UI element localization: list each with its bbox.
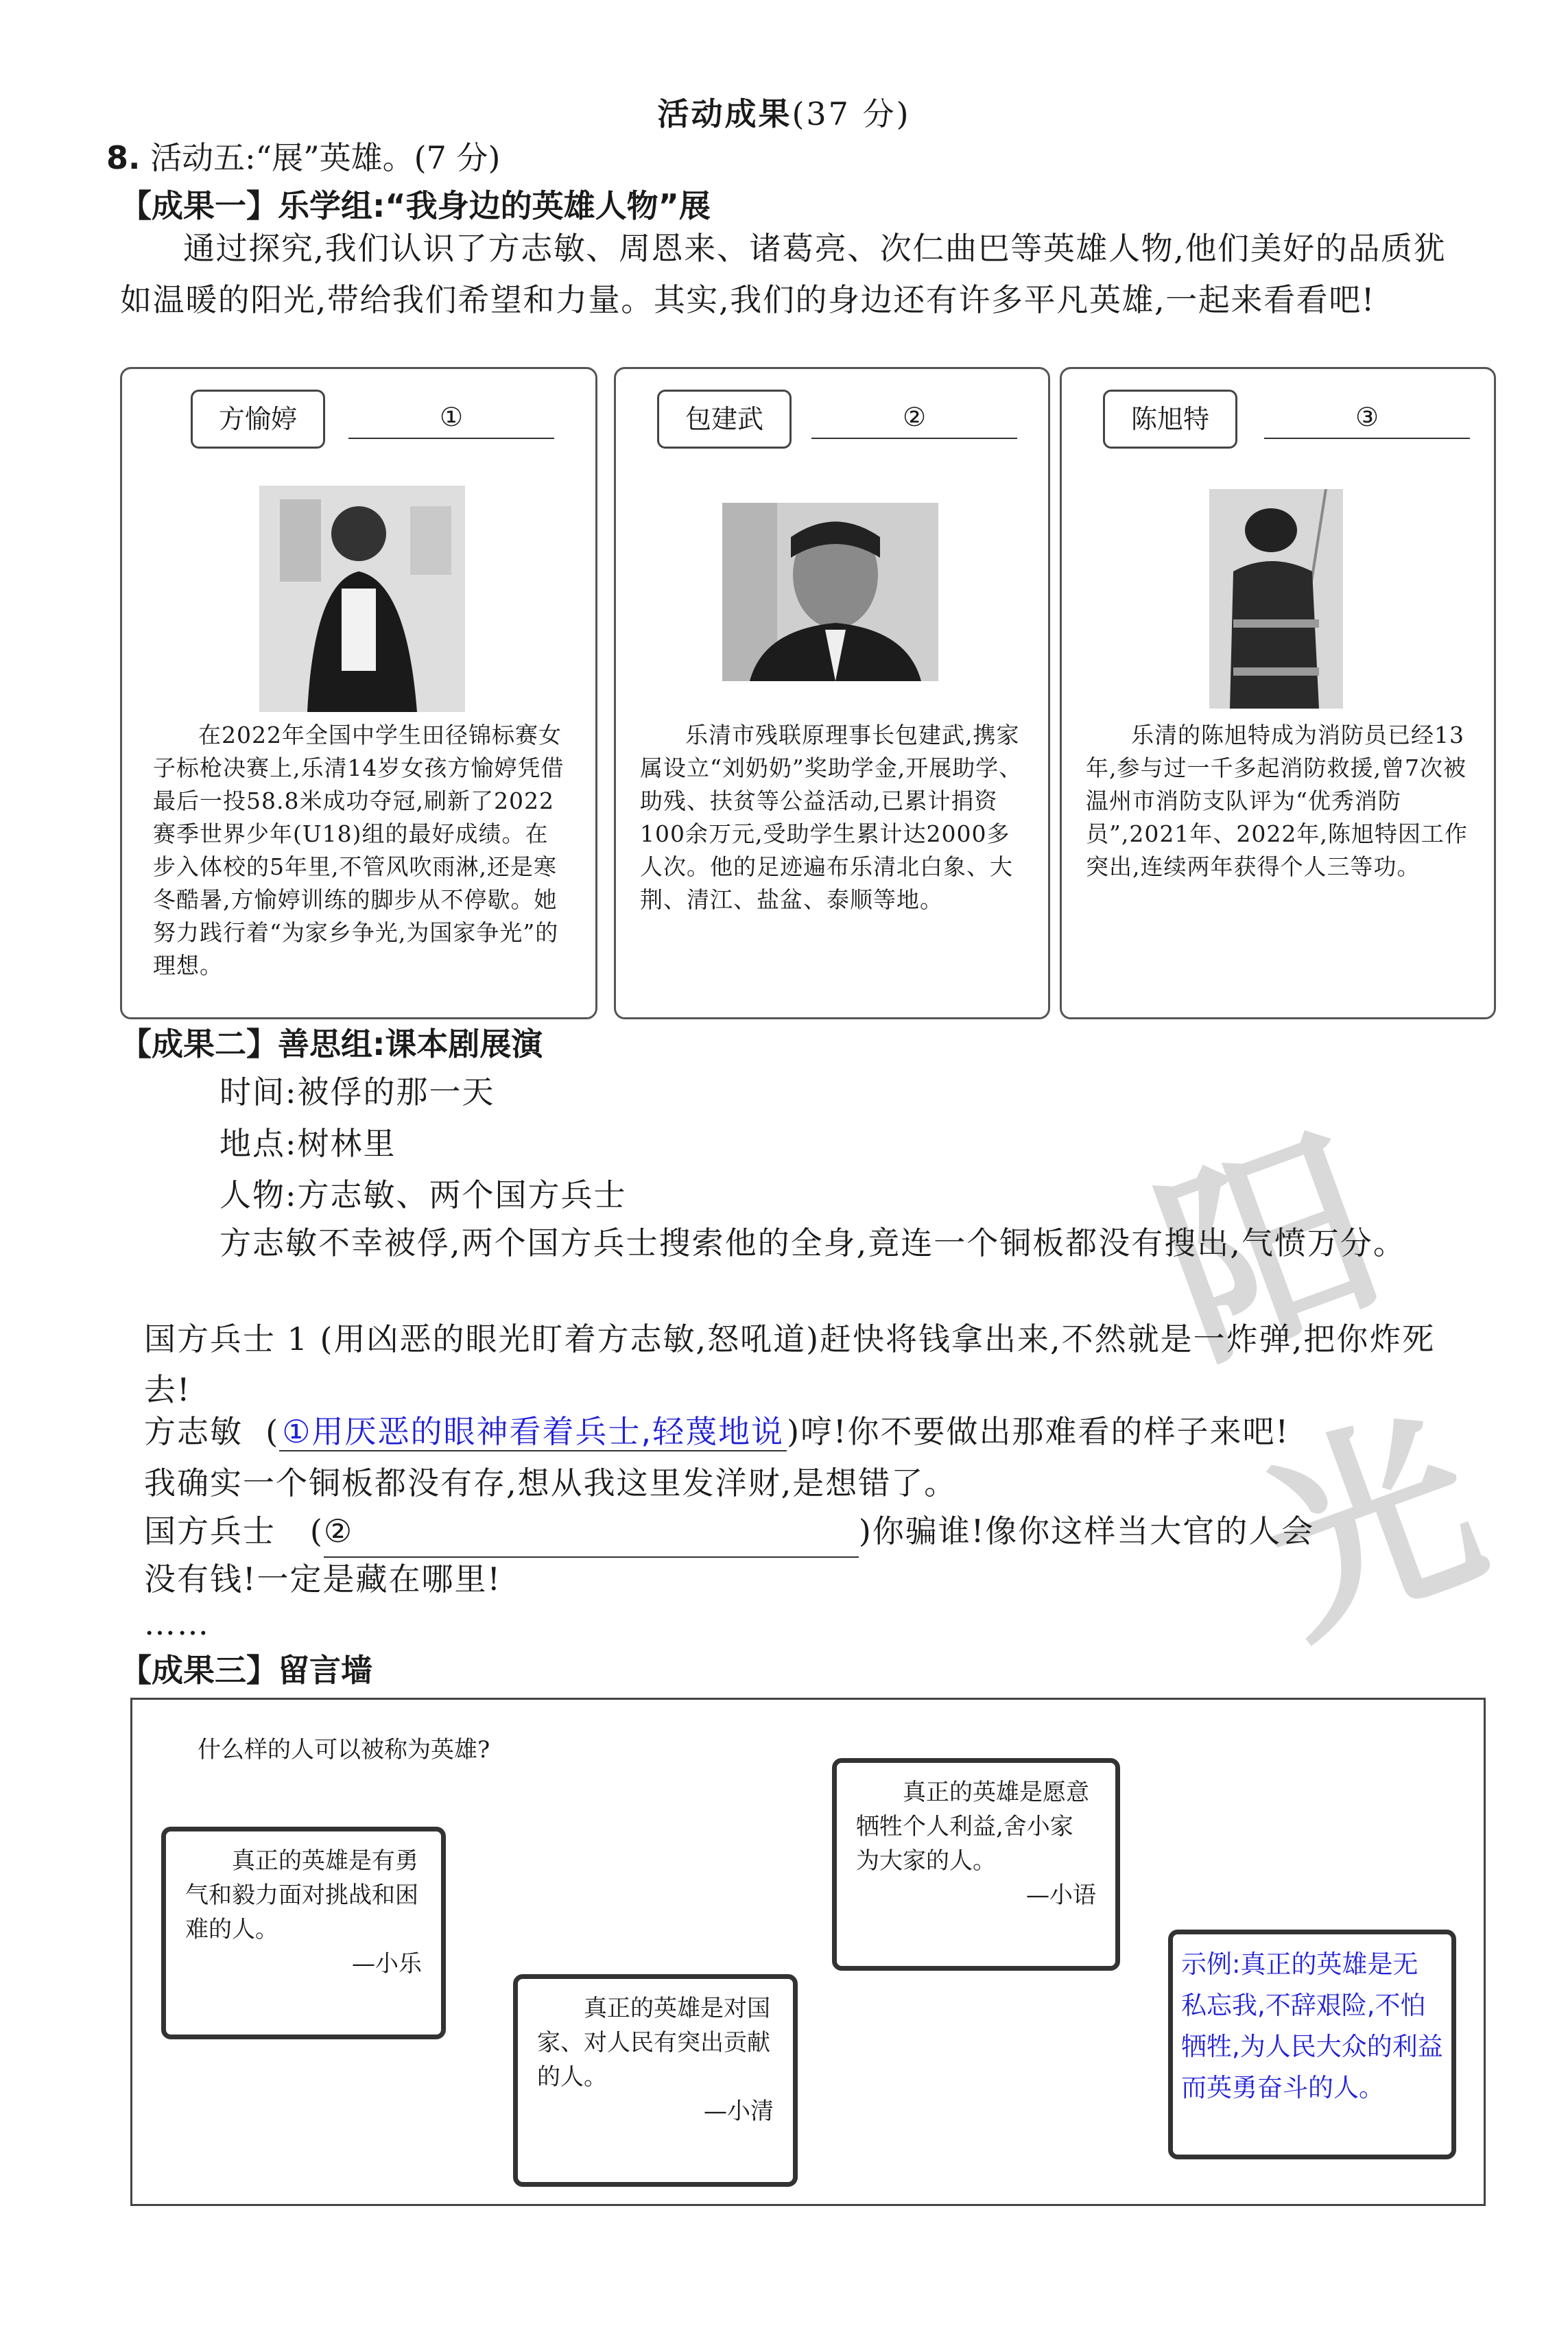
play-line-2-rest: )哼!你不要做出那难看的样子来吧! xyxy=(787,1413,1290,1450)
result2-heading: 【成果二】善思组:课本剧展演 xyxy=(120,1025,543,1063)
speaker-fang: 方志敏 xyxy=(144,1413,243,1450)
play-time: 时间:被俘的那一天 xyxy=(219,1074,495,1111)
result1-intro: 通过探究,我们认识了方志敏、周恩来、诸葛亮、次仁曲巴等英雄人物,他们美好的品质犹如温暖的阳光,带给我们希望和力量。其实,我们的身边还有许多平凡英雄,一起来看看吧! xyxy=(120,230,1447,318)
note-sign-1: —小乐 xyxy=(352,1950,422,1978)
page-title xyxy=(0,89,1568,134)
hero-name-1: 方愉婷 xyxy=(191,390,325,449)
play-line-3-rest: )你骗谁!像你这样当大官的人会 xyxy=(858,1513,1315,1550)
hero-card-3 xyxy=(1060,367,1496,1019)
person-photo-icon xyxy=(259,486,465,712)
note-answer-text: 示例:真正的英雄是无私忘我,不辞艰险,不怕牺牲,为人民大众的利益而英勇奋斗的人。 xyxy=(1181,1949,1443,2102)
message-note-1 xyxy=(161,1827,446,2039)
hero-text-3: 乐清的陈旭特成为消防员已经13年,参与过一千多起消防救援,曾7次被温州市消防支队评为“优秀消防员”,2021年、2022年,陈旭特因工作突出,连续两年获得个人三等功。 xyxy=(1086,722,1468,880)
message-note-3 xyxy=(832,1758,1120,1971)
message-wall xyxy=(130,1698,1486,2206)
answer-blank-1[interactable]: ① xyxy=(348,396,554,439)
wall-question: 什么样的人可以被称为英雄? xyxy=(198,1736,490,1764)
play-line-3: 国方兵士 (② )你骗谁!像你这样当大官的人会 xyxy=(144,1506,1314,1558)
message-note-2 xyxy=(513,1974,798,2187)
speaker-soldier: 国方兵士 xyxy=(144,1513,276,1550)
answer-blank-3[interactable]: ③ xyxy=(1264,396,1470,439)
note-text-3: 真正的英雄是愿意牺牲个人利益,舍小家为大家的人。 xyxy=(856,1779,1089,1875)
play-line-2: 方志敏 (①用厌恶的眼神看着兵士,轻蔑地说)哼!你不要做出那难看的样子来吧! xyxy=(144,1413,1290,1450)
title-text: 活动成果 xyxy=(657,95,792,132)
question-line xyxy=(106,134,500,182)
answer-blank-2[interactable]: ② xyxy=(811,396,1017,439)
hero-name-3: 陈旭特 xyxy=(1103,390,1237,449)
person-photo-icon xyxy=(722,503,938,681)
play-line-1: 国方兵士 1 (用凶恶的眼光盯着方志敏,怒吼道)赶快将钱拿出来,不然就是一炸弹,把你炸死去! xyxy=(144,1320,1436,1408)
hero-photo-3 xyxy=(1209,489,1343,709)
question-text: 活动五:“展”英雄。(7 分) xyxy=(150,139,501,176)
note-sign-2: —小清 xyxy=(704,2098,774,2125)
firefighter-photo-icon xyxy=(1209,489,1343,709)
answer-text-1: 用厌恶的眼神看着兵士,轻蔑地说 xyxy=(311,1413,785,1450)
play-line-2b: 我确实一个铜板都没有存,想从我这里发洋财,是想错了。 xyxy=(144,1464,958,1502)
note-text-2: 真正的英雄是对国家、对人民有突出贡献的人。 xyxy=(537,1995,770,2091)
note-text-1: 真正的英雄是有勇气和毅力面对挑战和困难的人。 xyxy=(185,1847,418,1943)
play-place: 地点:树林里 xyxy=(219,1125,396,1162)
watermark: 阳光 xyxy=(1132,1102,1510,1675)
blank-number-2: ② xyxy=(323,1513,354,1550)
answer-blank-play-1[interactable] xyxy=(279,1413,787,1451)
play-people: 人物:方志敏、两个国方兵士 xyxy=(219,1176,627,1213)
hero-card-2 xyxy=(614,367,1050,1019)
hero-name-2: 包建武 xyxy=(657,390,792,449)
play-ellipsis: …… xyxy=(144,1605,210,1642)
title-points: (37 分) xyxy=(792,95,911,132)
play-line-3b: 没有钱!一定是藏在哪里! xyxy=(144,1561,501,1598)
play-scene: 方志敏不幸被俘,两个国方兵士搜索他的全身,竟连一个铜板都没有搜出,气愤万分。 xyxy=(219,1224,1406,1261)
message-note-answer[interactable] xyxy=(1168,1930,1456,2159)
question-number: 8. xyxy=(106,139,141,176)
hero-card-1 xyxy=(120,367,597,1019)
blank-number-1: ① xyxy=(282,1413,312,1450)
result1-heading: 【成果一】乐学组:“我身边的英雄人物”展 xyxy=(120,187,711,224)
hero-photo-2 xyxy=(722,503,938,681)
result3-heading: 【成果三】留言墙 xyxy=(120,1652,372,1689)
hero-text-2: 乐清市残联原理事长包建武,携家属设立“刘奶奶”奖助学金,开展助学、助残、扶贫等公益活动,已累计捐资100余万元,受助学生累计达2000多人次。他的足迹遍布乐清北白象、大荆、清江、盐盆、泰顺等地。 xyxy=(640,722,1023,913)
answer-blank-play-2[interactable] xyxy=(324,1506,859,1558)
note-sign-3: —小语 xyxy=(1026,1882,1096,1909)
hero-photo-1 xyxy=(259,486,465,712)
hero-text-1: 在2022年全国中学生田径锦标赛女子标枪决赛上,乐清14岁女孩方愉婷凭借最后一投58.8米成功夺冠,刷新了2022赛季世界少年(U18)组的最好成绩。在步入体校的5年里,不管风吹雨淋,还是寒冬酷暑,方愉婷训练的脚步从不停歇。她努力践行着“为家乡争光,为国家争光”的理想。 xyxy=(153,722,565,979)
